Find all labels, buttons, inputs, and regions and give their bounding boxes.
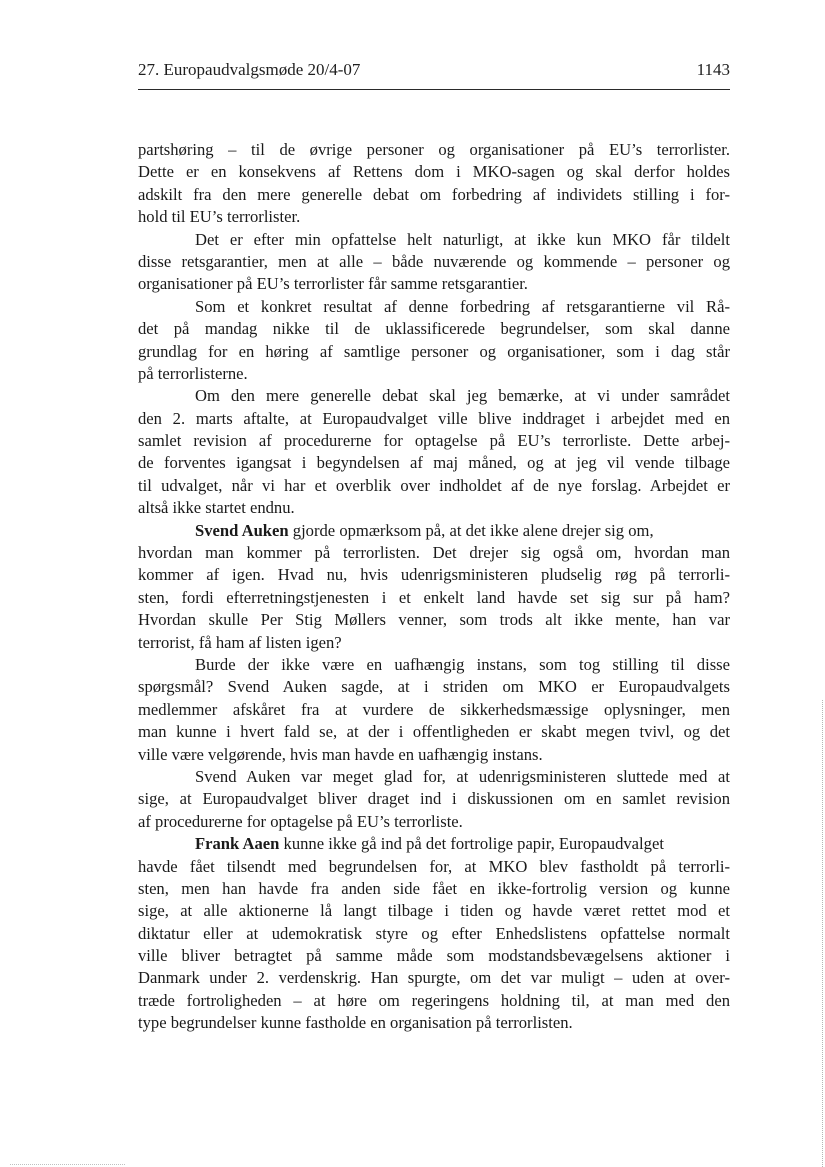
text-line: Danmark under 2. verdenskrig. Han spurgte, om det var muligt – uden at over- bbox=[138, 968, 730, 988]
text-line: sige, at Europaudvalget bliver draget ind i diskussionen om en samlet revision bbox=[138, 789, 730, 809]
text-line: sten, fordi efterretningstjenesten i et enkelt land havde set sig sur på ham? bbox=[138, 587, 730, 607]
text-line: Om den mere generelle debat skal jeg bemærke, at vi under samrådet bbox=[195, 386, 730, 406]
text-line: til udvalget, når vi har et overblik over indholdet af de nye forslag. Arbejdet er bbox=[138, 475, 730, 495]
text-line: Svend Auken var meget glad for, at udenrigsministeren sluttede med at bbox=[195, 766, 730, 786]
text-line: grundlag for en høring af samtlige personer og organisationer, som i dag står bbox=[138, 341, 730, 361]
paragraph bbox=[138, 385, 730, 519]
paragraph bbox=[138, 139, 730, 229]
page-number: 1143 bbox=[696, 60, 730, 79]
header-title: 27. Europaudvalgsmøde 20/4-07 bbox=[138, 60, 361, 79]
text-line: partshøring – til de øvrige personer og organisationer på EU’s terrorlister. bbox=[138, 140, 730, 159]
text-line: hold til EU’s terrorlister. bbox=[138, 207, 301, 227]
text-line: havde fået tilsendt med begrundelsen for, at MKO blev fastholdt på terrorli- bbox=[138, 856, 730, 876]
text-line: på terrorlisterne. bbox=[138, 363, 248, 383]
speaker-name: Svend Auken bbox=[195, 520, 289, 540]
paragraph bbox=[138, 296, 730, 386]
text-line: spørgsmål? Svend Auken sagde, at i striden om MKO er Europaudvalgets bbox=[138, 677, 730, 697]
text-line: sten, men han havde fra anden side fået en ikke-fortrolig version og kunne bbox=[138, 878, 730, 898]
scan-edge-bottom bbox=[10, 1164, 125, 1165]
text-line: ville bliver betragtet på samme måde som modstandsbevægelsens aktioner i bbox=[138, 946, 730, 966]
text-line: af procedurerne for optagelse på EU’s terrorliste. bbox=[138, 811, 463, 831]
text-line: Burde der ikke være en uafhængig instans, som tog stilling til disse bbox=[195, 654, 730, 674]
speaker-name: Frank Aaen bbox=[195, 834, 280, 854]
text-line: Det er efter min opfattelse helt naturligt, at ikke kun MKO får tildelt bbox=[195, 229, 730, 249]
text-line: kommer af igen. Hvad nu, hvis udenrigsministeren pludselig røg på terrorli- bbox=[138, 565, 730, 585]
text-line: Dette er en konsekvens af Rettens dom i MKO-sagen og skal derfor holdes bbox=[138, 162, 730, 182]
paragraph bbox=[138, 833, 730, 1035]
text-line: terrorist, få ham af listen igen? bbox=[138, 632, 342, 652]
paragraph bbox=[138, 766, 730, 833]
text-line: træde fortroligheden – at høre om regeringens holdning til, at man med den bbox=[138, 990, 730, 1010]
text-line: ville være velgørende, hvis man havde en uafhængig instans. bbox=[138, 744, 543, 764]
text-line: man kunne i hvert fald se, at der i offentligheden er skabt megen tvivl, og det bbox=[138, 722, 730, 742]
paragraph bbox=[138, 520, 730, 654]
text-line: de forventes igangsat i begyndelsen af maj måned, og at jeg vil vende tilbage bbox=[138, 453, 730, 473]
text-line: den 2. marts aftalte, at Europaudvalget ville blive inddraget i arbejdet med en bbox=[138, 408, 730, 428]
text-line: type begrundelser kunne fastholde en organisation på terrorlisten. bbox=[138, 1013, 573, 1033]
text-line: samlet revision af procedurerne for optagelse på EU’s terrorliste. Dette arbej- bbox=[138, 431, 730, 451]
text-line: adskilt fra den mere generelle debat om forbedring af individets stilling i for- bbox=[138, 184, 730, 204]
body-text bbox=[138, 139, 730, 1035]
text-line: disse retsgarantier, men at alle – både nuværende og kommende – personer og bbox=[138, 251, 730, 271]
text-line: det på mandag nikke til de uklassificerede begrundelser, som skal danne bbox=[138, 319, 730, 339]
scan-edge-right bbox=[822, 700, 824, 1167]
text-line: hvordan man kommer på terrorlisten. Det drejer sig også om, hvordan man bbox=[138, 543, 730, 563]
text-line: Hvordan skulle Per Stig Møllers venner, som trods alt ikke mente, han var bbox=[138, 610, 730, 630]
paragraph bbox=[138, 654, 730, 766]
text-run: kunne ikke gå ind på det fortrolige papir, Europaudvalget bbox=[279, 834, 664, 854]
running-header bbox=[138, 60, 730, 84]
text-line: altså ikke startet endnu. bbox=[138, 498, 295, 518]
text-line: organisationer på EU’s terrorlister får samme retsgarantier. bbox=[138, 274, 528, 294]
text-line: medlemmer afskåret fra at vurdere de sikkerhedsmæssige oplysninger, men bbox=[138, 699, 730, 719]
paragraph bbox=[138, 229, 730, 296]
text-line: Som et konkret resultat af denne forbedring af retsgarantierne vil Rå- bbox=[195, 296, 730, 316]
text-line: diktatur eller at udemokratisk styre og efter Enhedslistens opfattelse normalt bbox=[138, 923, 730, 943]
text-line: sige, at alle aktionerne lå langt tilbage i tiden og havde været rettet mod et bbox=[138, 901, 730, 921]
header-rule bbox=[138, 89, 730, 90]
text-run: gjorde opmærksom på, at det ikke alene drejer sig om, bbox=[288, 520, 654, 540]
text-line bbox=[138, 833, 730, 855]
text-line bbox=[138, 520, 730, 542]
